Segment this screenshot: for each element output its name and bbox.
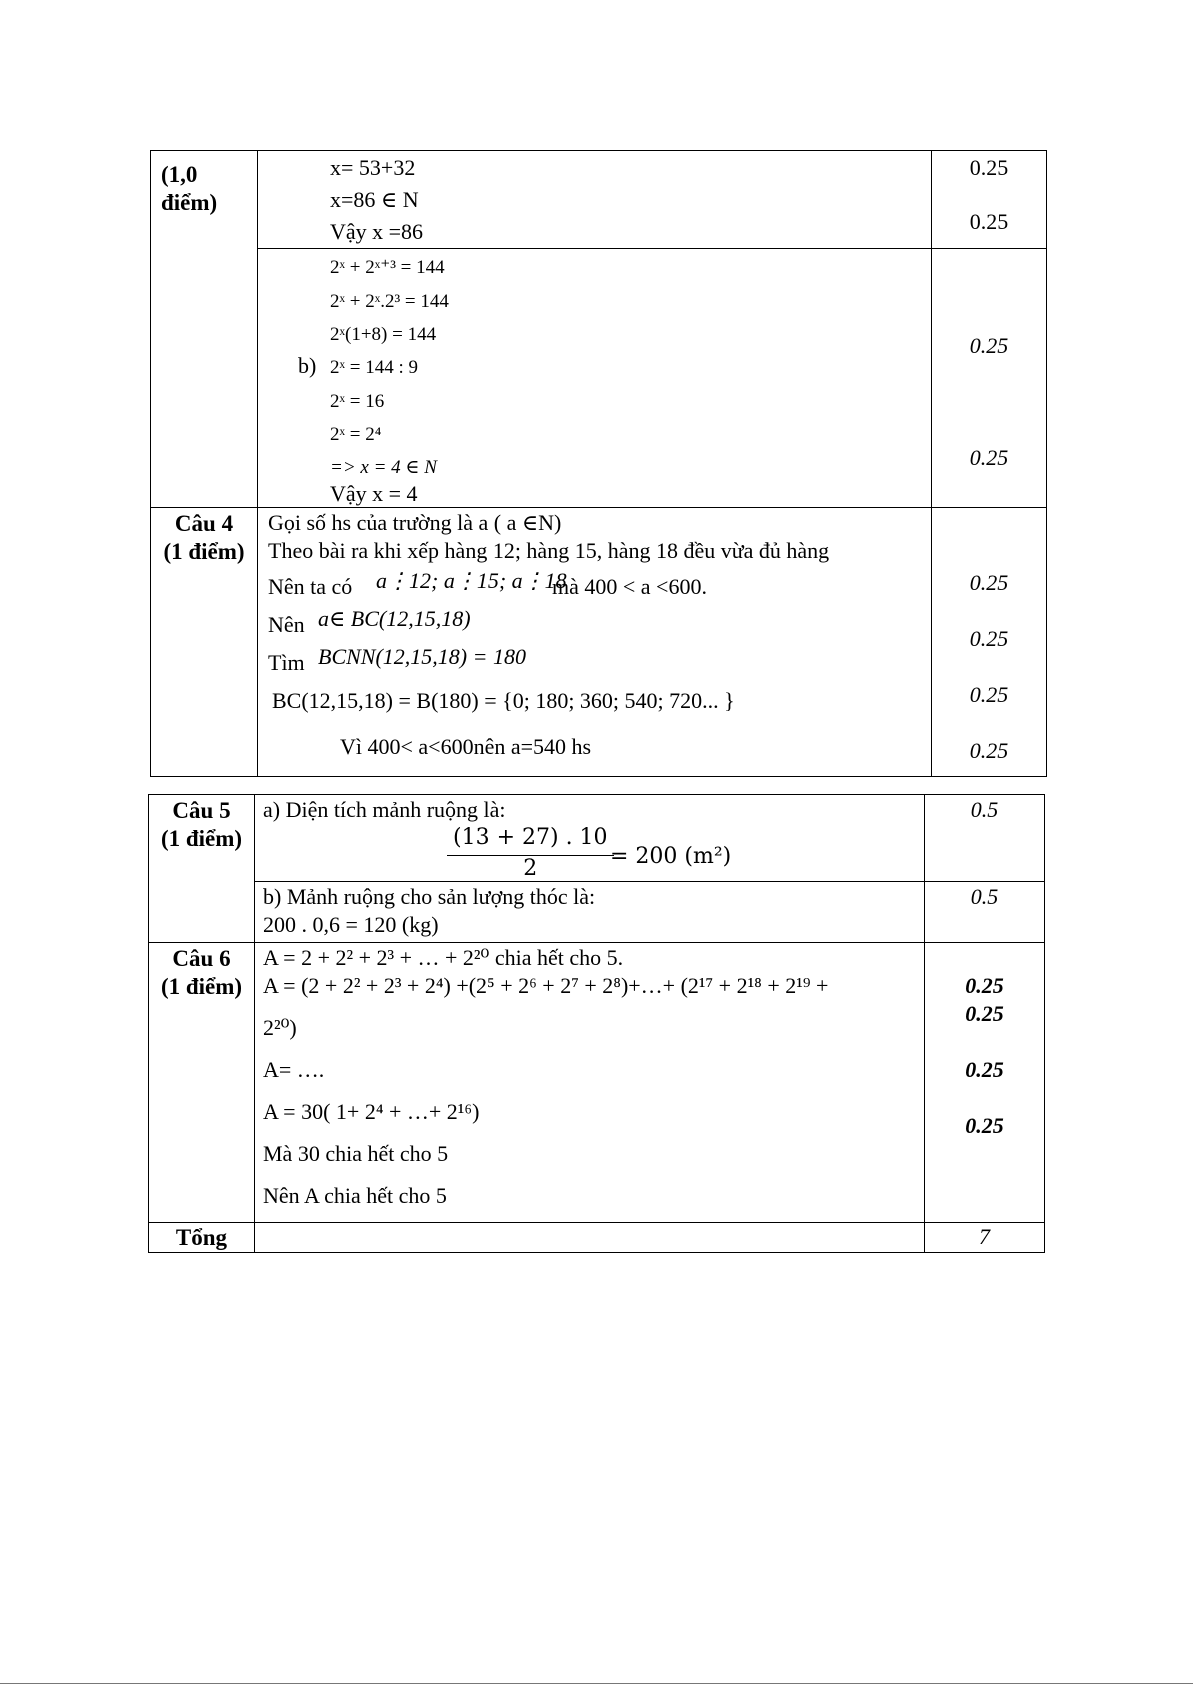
score: 0.25 — [969, 209, 1009, 234]
answer-line: Theo bài ra khi xếp hàng 12; hàng 15, hàng 18 đều vừa đủ hàng — [268, 538, 830, 563]
score-cell — [925, 795, 1045, 882]
total-value: 7 — [979, 1224, 990, 1249]
answer-line: 2²⁰) — [263, 1015, 297, 1040]
equation-line: 2ˣ(1+8) = 144 — [330, 324, 437, 345]
table-row — [149, 1223, 1045, 1253]
score: 0.25 — [969, 626, 1009, 651]
answer-cell — [255, 943, 925, 1223]
score: 0.25 — [965, 973, 1004, 998]
answer-line: x= 53+32 — [330, 155, 416, 180]
question-label: Câu 4 (1 điểm) — [163, 511, 245, 564]
table-row — [149, 943, 1045, 1223]
answer-cell — [255, 882, 925, 943]
equation-line: BC(12,15,18) = B(180) = {0; 180; 360; 540; 720... } — [272, 688, 735, 713]
answer-line: Nên ta có — [268, 574, 353, 599]
equation-line: a∈ BC(12,15,18) — [318, 606, 471, 631]
answer-line: Gọi số hs của trường là a ( a ∈N) — [268, 510, 562, 535]
answer-line: mà 400 < a <600. — [552, 574, 707, 599]
equation-line: a⋮12; a⋮15; a⋮18 — [376, 568, 567, 593]
grading-table-1 — [150, 150, 1047, 777]
equation-line: 2ˣ = 16 — [330, 391, 385, 412]
score: 0.25 — [969, 155, 1009, 180]
question-cell — [151, 151, 258, 508]
score-cell — [925, 943, 1045, 1223]
fraction-numerator: (13 + 27) . 10 — [447, 823, 614, 856]
answer-line: 200 . 0,6 = 120 (kg) — [263, 912, 439, 937]
answer-cell — [258, 249, 932, 508]
question-cell — [149, 795, 255, 943]
table-row — [149, 795, 1045, 882]
answer-line: x=86 ∈ N — [330, 187, 419, 212]
area-fraction — [447, 823, 614, 882]
question-label: Câu 5 (1 điểm) — [160, 798, 243, 851]
score: 0.25 — [969, 570, 1009, 595]
total-empty-cell — [255, 1223, 925, 1253]
table-row — [151, 249, 1047, 508]
score-cell — [932, 508, 1047, 777]
equation-line: 2ˣ = 2⁴ — [330, 424, 382, 445]
score-cell — [932, 151, 1047, 249]
table-row — [151, 151, 1047, 249]
equation-line: 2ˣ + 2ˣ.2³ = 144 — [330, 291, 449, 312]
answer-line: A = 30( 1+ 2⁴ + …+ 2¹⁶) — [263, 1099, 480, 1124]
answer-line: Vậy x = 4 — [330, 481, 418, 506]
score: 0.25 — [969, 682, 1009, 707]
total-label: Tổng — [175, 1225, 228, 1250]
answer-line: A = (2 + 2² + 2³ + 2⁴) +(2⁵ + 2⁶ + 2⁷ + 2⁸)+…+ (2¹⁷ + 2¹⁸ + 2¹⁹ + — [263, 973, 829, 998]
score: 0.25 — [965, 1113, 1004, 1138]
fraction-result: = 200 (m²) — [610, 844, 732, 869]
question-cell — [151, 508, 258, 777]
answer-line: A= …. — [263, 1057, 325, 1082]
score: 0.25 — [965, 1057, 1004, 1082]
score: 0.5 — [970, 884, 999, 909]
score: 0.25 — [969, 333, 1009, 358]
question-label: (1,0 điểm) — [161, 162, 218, 215]
page-bottom-rule — [0, 1683, 1193, 1684]
answer-cell — [255, 795, 925, 882]
table-row — [149, 882, 1045, 943]
equation-line: 2ˣ = 144 : 9 — [330, 357, 418, 378]
score: 0.25 — [969, 445, 1009, 470]
answer-line: A = 2 + 2² + 2³ + … + 2²⁰ chia hết cho 5. — [263, 945, 624, 970]
answer-line: Mà 30 chia hết cho 5 — [263, 1141, 449, 1166]
answer-cell — [258, 508, 932, 777]
table-row — [151, 508, 1047, 777]
grading-table-2 — [148, 794, 1045, 1253]
question-label: Câu 6 (1 điểm) — [160, 946, 243, 999]
answer-line: Nên A chia hết cho 5 — [263, 1183, 447, 1208]
answer-line: Nên — [268, 612, 305, 637]
answer-line: Vậy x =86 — [330, 219, 424, 244]
equation-line: 2ˣ + 2ˣ⁺³ = 144 — [330, 257, 445, 278]
answer-line: a) Diện tích mảnh ruộng là: — [263, 797, 506, 822]
total-value-cell — [925, 1223, 1045, 1253]
answer-line: Tìm — [268, 650, 305, 675]
equation-line: BCNN(12,15,18) = 180 — [318, 644, 526, 669]
equation-line: => x = 4 ∈ N — [330, 457, 437, 478]
score-cell — [932, 249, 1047, 508]
total-label-cell — [149, 1223, 255, 1253]
part-label: b) — [298, 353, 317, 378]
score-cell — [925, 882, 1045, 943]
score: 0.5 — [970, 797, 999, 822]
answer-line: Vì 400< a<600nên a=540 hs — [340, 734, 592, 759]
answer-line: b) Mảnh ruộng cho sản lượng thóc là: — [263, 884, 596, 909]
score: 0.25 — [969, 738, 1009, 763]
answer-cell — [258, 151, 932, 249]
question-cell — [149, 943, 255, 1223]
score: 0.25 — [965, 1001, 1004, 1026]
fraction-denominator: 2 — [523, 856, 538, 881]
